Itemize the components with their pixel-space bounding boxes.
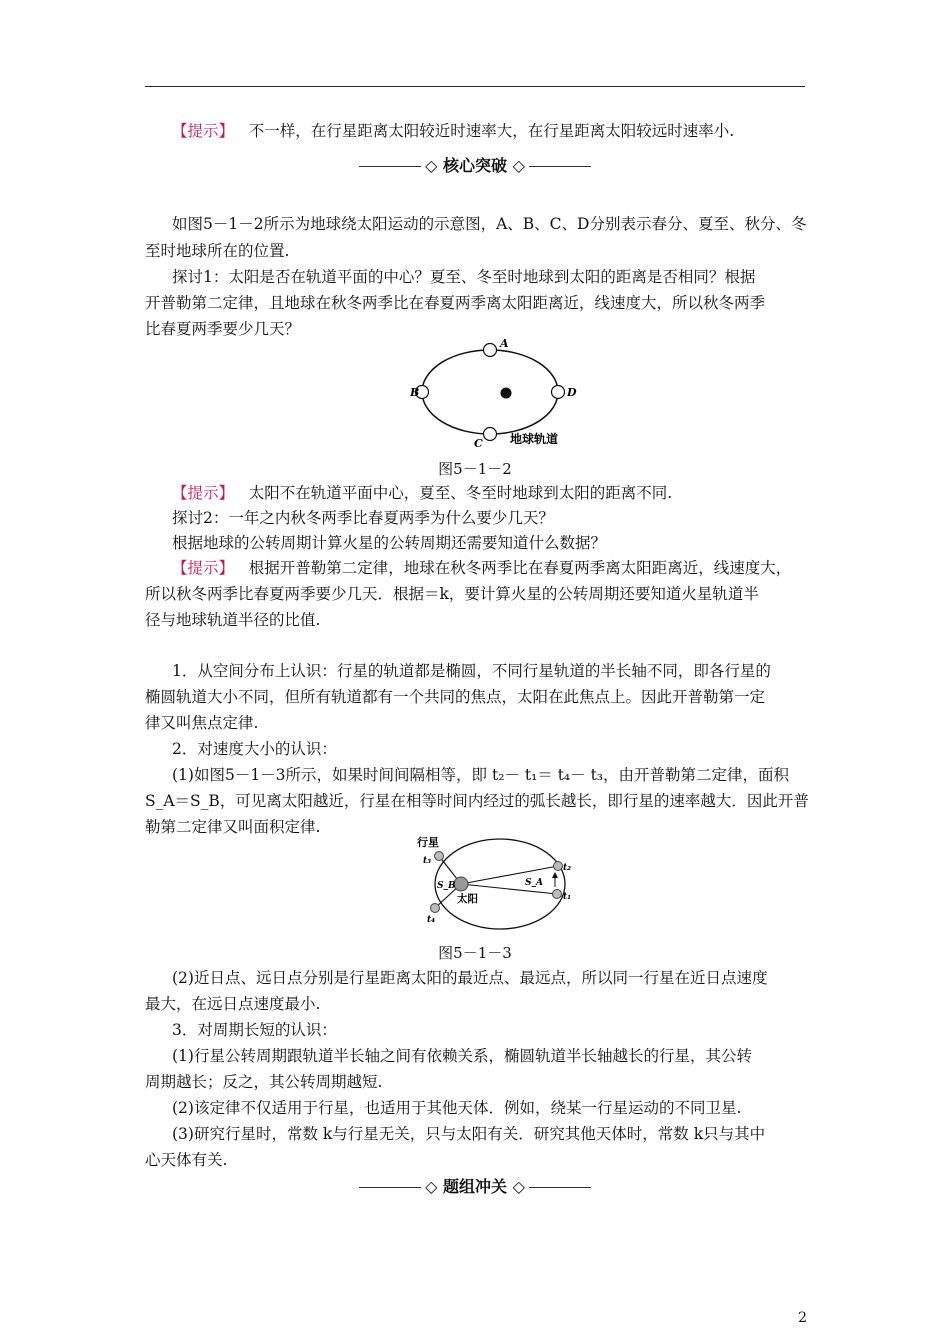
label-c: C [474, 437, 483, 450]
orbit-ellipse [422, 350, 558, 434]
sun-label: 太阳 [457, 893, 478, 905]
hint-label: 【提示】 [172, 559, 235, 577]
sun-dot [501, 388, 512, 399]
point3a-line-1: (1)行星公转周期跟轨道半长轴之间有依赖关系，椭圆轨道半长轴越长的行星，其公转 [172, 1047, 752, 1065]
intro-line-1: 如图5－1－2所示为地球绕太阳运动的示意图，A、B、C、D分别表示春分、夏至、秋分、冬 [172, 215, 807, 233]
earth-position-c [484, 428, 497, 441]
explore1-line-3: 比春夏两季要少几天？ [145, 320, 301, 338]
hint3-line-2: 所以秋冬两季比春夏两季要少几天．根据＝k，要计算火星的公转周期还要知道火星轨道半 [145, 585, 759, 603]
planet-t3 [435, 852, 444, 861]
explore2b-line: 根据地球的公转周期计算火星的公转周期还需要知道什么数据？ [172, 534, 607, 552]
section-heading-group [145, 1174, 805, 1197]
diamond-icon: ◇ [512, 156, 525, 175]
point2a-line-1: (1)如图5－1－3所示，如果时间间隔相等，即 t₂－ t₁＝ t₄－ t₃，由开普勒第二定律，面积 [172, 766, 790, 784]
label-a: A [500, 337, 509, 350]
point3b-line: (2)该定律不仅适用于行星，也适用于其他天体．例如，绕某一行星运动的不同卫星. [172, 1099, 742, 1117]
earth-position-a [484, 344, 497, 357]
point3-heading: 3．对周期长短的认识： [172, 1021, 337, 1039]
hint-3-text: 根据开普勒第二定律，地球在秋冬两季比在春夏两季离太阳距离近，线速度大， [248, 559, 792, 577]
point2a-line-3: 勒第二定律又叫面积定律. [145, 818, 321, 836]
page-number: 2 [798, 1310, 807, 1326]
figure-caption-2: 图5－1－3 [438, 944, 512, 962]
planet-label: 行星 [417, 836, 439, 849]
figure-caption-1: 图5－1－2 [438, 460, 512, 478]
section-title: 题组冲关 [442, 1177, 507, 1196]
figure-earth-orbit [410, 336, 590, 452]
point1-line-3: 律又叫焦点定律. [145, 714, 259, 732]
point1-line-1: 1．从空间分布上认识：行星的轨道都是椭圆，不同行星轨道的半长轴不同，即各行星的 [172, 662, 771, 680]
orbit-label: 地球轨道 [510, 432, 559, 446]
diamond-icon: ◇ [425, 1177, 438, 1196]
earth-position-d [552, 386, 565, 399]
hint-label: 【提示】 [172, 122, 235, 140]
point3c-line-1: (3)研究行星时，常数 k与行星无关，只与太阳有关．研究其他天体时，常数 k只与其中 [172, 1125, 766, 1143]
label-t1: t₁ [563, 892, 572, 902]
point2b-line-2: 最大，在远日点速度最小. [145, 995, 321, 1013]
section-title: 核心突破 [442, 156, 507, 175]
point2a-line-2: S_A＝S_B，可见离太阳越近，行星在相等时间内经过的弧长越长，即行星的速率越大．因此开普 [145, 792, 809, 810]
heading-line-left [359, 166, 421, 167]
point3c-line-2: 心天体有关. [145, 1151, 228, 1169]
heading-line-left [359, 1187, 421, 1188]
point2b-line-1: (2)近日点、远日点分别是行星距离太阳的最近点、最远点，所以同一行星在近日点速度 [172, 969, 768, 987]
hint-2-text: 太阳不在轨道平面中心，夏至、冬至时地球到太阳的距离不同. [248, 484, 673, 502]
label-t3: t₃ [423, 856, 432, 866]
hint-1-text: 不一样，在行星距离太阳较近时速率大，在行星距离太阳较远时速率小. [248, 122, 735, 140]
diamond-icon: ◇ [512, 1177, 525, 1196]
planet-t2 [554, 862, 563, 871]
label-sb: S_B [437, 881, 456, 891]
radius-t2 [461, 866, 558, 884]
label-t4: t₄ [427, 915, 436, 925]
planet-t4 [431, 904, 440, 913]
sun-circle [454, 877, 468, 891]
hint-2 [172, 482, 812, 505]
diamond-icon: ◇ [425, 156, 438, 175]
label-d: D [567, 386, 577, 399]
header-rule [145, 86, 805, 87]
hint-1 [172, 120, 812, 143]
label-t2: t₂ [563, 863, 572, 873]
section-heading-core [145, 153, 805, 176]
hint-3 [172, 557, 812, 580]
intro-line-2: 至时地球所在的位置. [145, 242, 290, 260]
explore1-line-2: 开普勒第二定律，且地球在秋冬两季比在春夏两季离太阳距离近，线速度大，所以秋冬两季 [145, 294, 766, 312]
label-sa: S_A [525, 878, 543, 888]
figure-kepler-second-law [415, 832, 580, 938]
point1-line-2: 椭圆轨道大小不同，但所有轨道都有一个共同的焦点，太阳在此焦点上。因此开普勒第一定 [145, 688, 766, 706]
planet-t1 [553, 890, 562, 899]
heading-line-right [529, 166, 591, 167]
explore1-line-1: 探讨1：太阳是否在轨道平面的中心？夏至、冬至时地球到太阳的距离是否相同？根据 [172, 268, 756, 286]
explore2-line: 探讨2：一年之内秋冬两季比春夏两季为什么要少几天？ [172, 509, 554, 527]
hint-label: 【提示】 [172, 484, 235, 502]
point3a-line-2: 周期越长；反之，其公转周期越短. [145, 1073, 383, 1091]
point2-heading: 2．对速度大小的认识： [172, 740, 337, 758]
heading-line-right [529, 1187, 591, 1188]
hint3-line-3: 径与地球轨道半径的比值. [145, 611, 321, 629]
label-b: B [410, 386, 420, 399]
